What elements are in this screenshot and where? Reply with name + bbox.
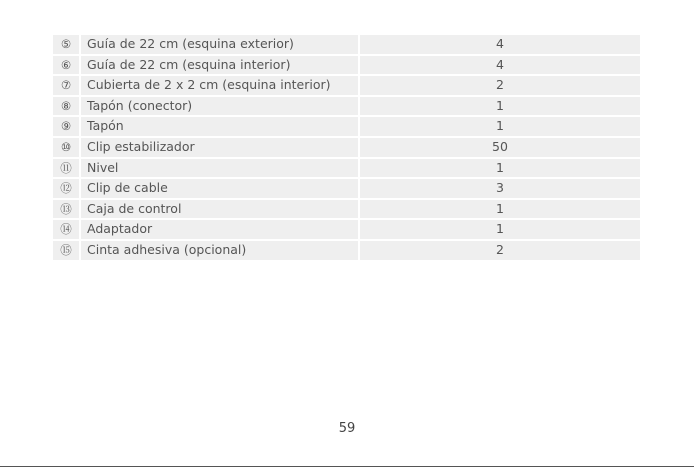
item-quantity: 50	[360, 138, 640, 157]
item-number: ⑪	[53, 159, 79, 178]
item-description: Guía de 22 cm (esquina interior)	[81, 56, 358, 75]
item-description: Clip estabilizador	[81, 138, 358, 157]
table-row	[53, 241, 640, 260]
table-row	[53, 200, 640, 219]
item-number: ⑫	[53, 179, 79, 198]
item-description: Clip de cable	[81, 179, 358, 198]
item-description: Cinta adhesiva (opcional)	[81, 241, 358, 260]
item-number: ⑩	[53, 138, 79, 157]
table-row	[53, 56, 640, 75]
item-quantity: 2	[360, 76, 640, 95]
item-quantity: 1	[360, 117, 640, 136]
item-description: Tapón (conector)	[81, 97, 358, 116]
item-number: ⑮	[53, 241, 79, 260]
item-number: ⑭	[53, 220, 79, 239]
item-quantity: 1	[360, 220, 640, 239]
item-quantity: 1	[360, 200, 640, 219]
item-description: Adaptador	[81, 220, 358, 239]
table-row	[53, 179, 640, 198]
item-description: Tapón	[81, 117, 358, 136]
page-number: 59	[338, 421, 356, 436]
item-quantity: 4	[360, 35, 640, 54]
item-description: Guía de 22 cm (esquina exterior)	[81, 35, 358, 54]
item-quantity: 1	[360, 97, 640, 116]
table-row	[53, 117, 640, 136]
table-row	[53, 35, 640, 54]
table-row	[53, 159, 640, 178]
item-description: Nivel	[81, 159, 358, 178]
item-quantity: 1	[360, 159, 640, 178]
item-quantity: 2	[360, 241, 640, 260]
bottom-rule	[0, 466, 694, 467]
item-description: Caja de control	[81, 200, 358, 219]
parts-table	[53, 35, 640, 260]
item-description: Cubierta de 2 x 2 cm (esquina interior)	[81, 76, 358, 95]
table-row	[53, 220, 640, 239]
item-number: ⑬	[53, 200, 79, 219]
item-quantity: 3	[360, 179, 640, 198]
table-row	[53, 138, 640, 157]
table-row	[53, 97, 640, 116]
table-row	[53, 76, 640, 95]
item-number: ⑥	[53, 56, 79, 75]
item-number: ⑧	[53, 97, 79, 116]
item-number: ⑦	[53, 76, 79, 95]
item-number: ⑤	[53, 35, 79, 54]
item-number: ⑨	[53, 117, 79, 136]
item-quantity: 4	[360, 56, 640, 75]
